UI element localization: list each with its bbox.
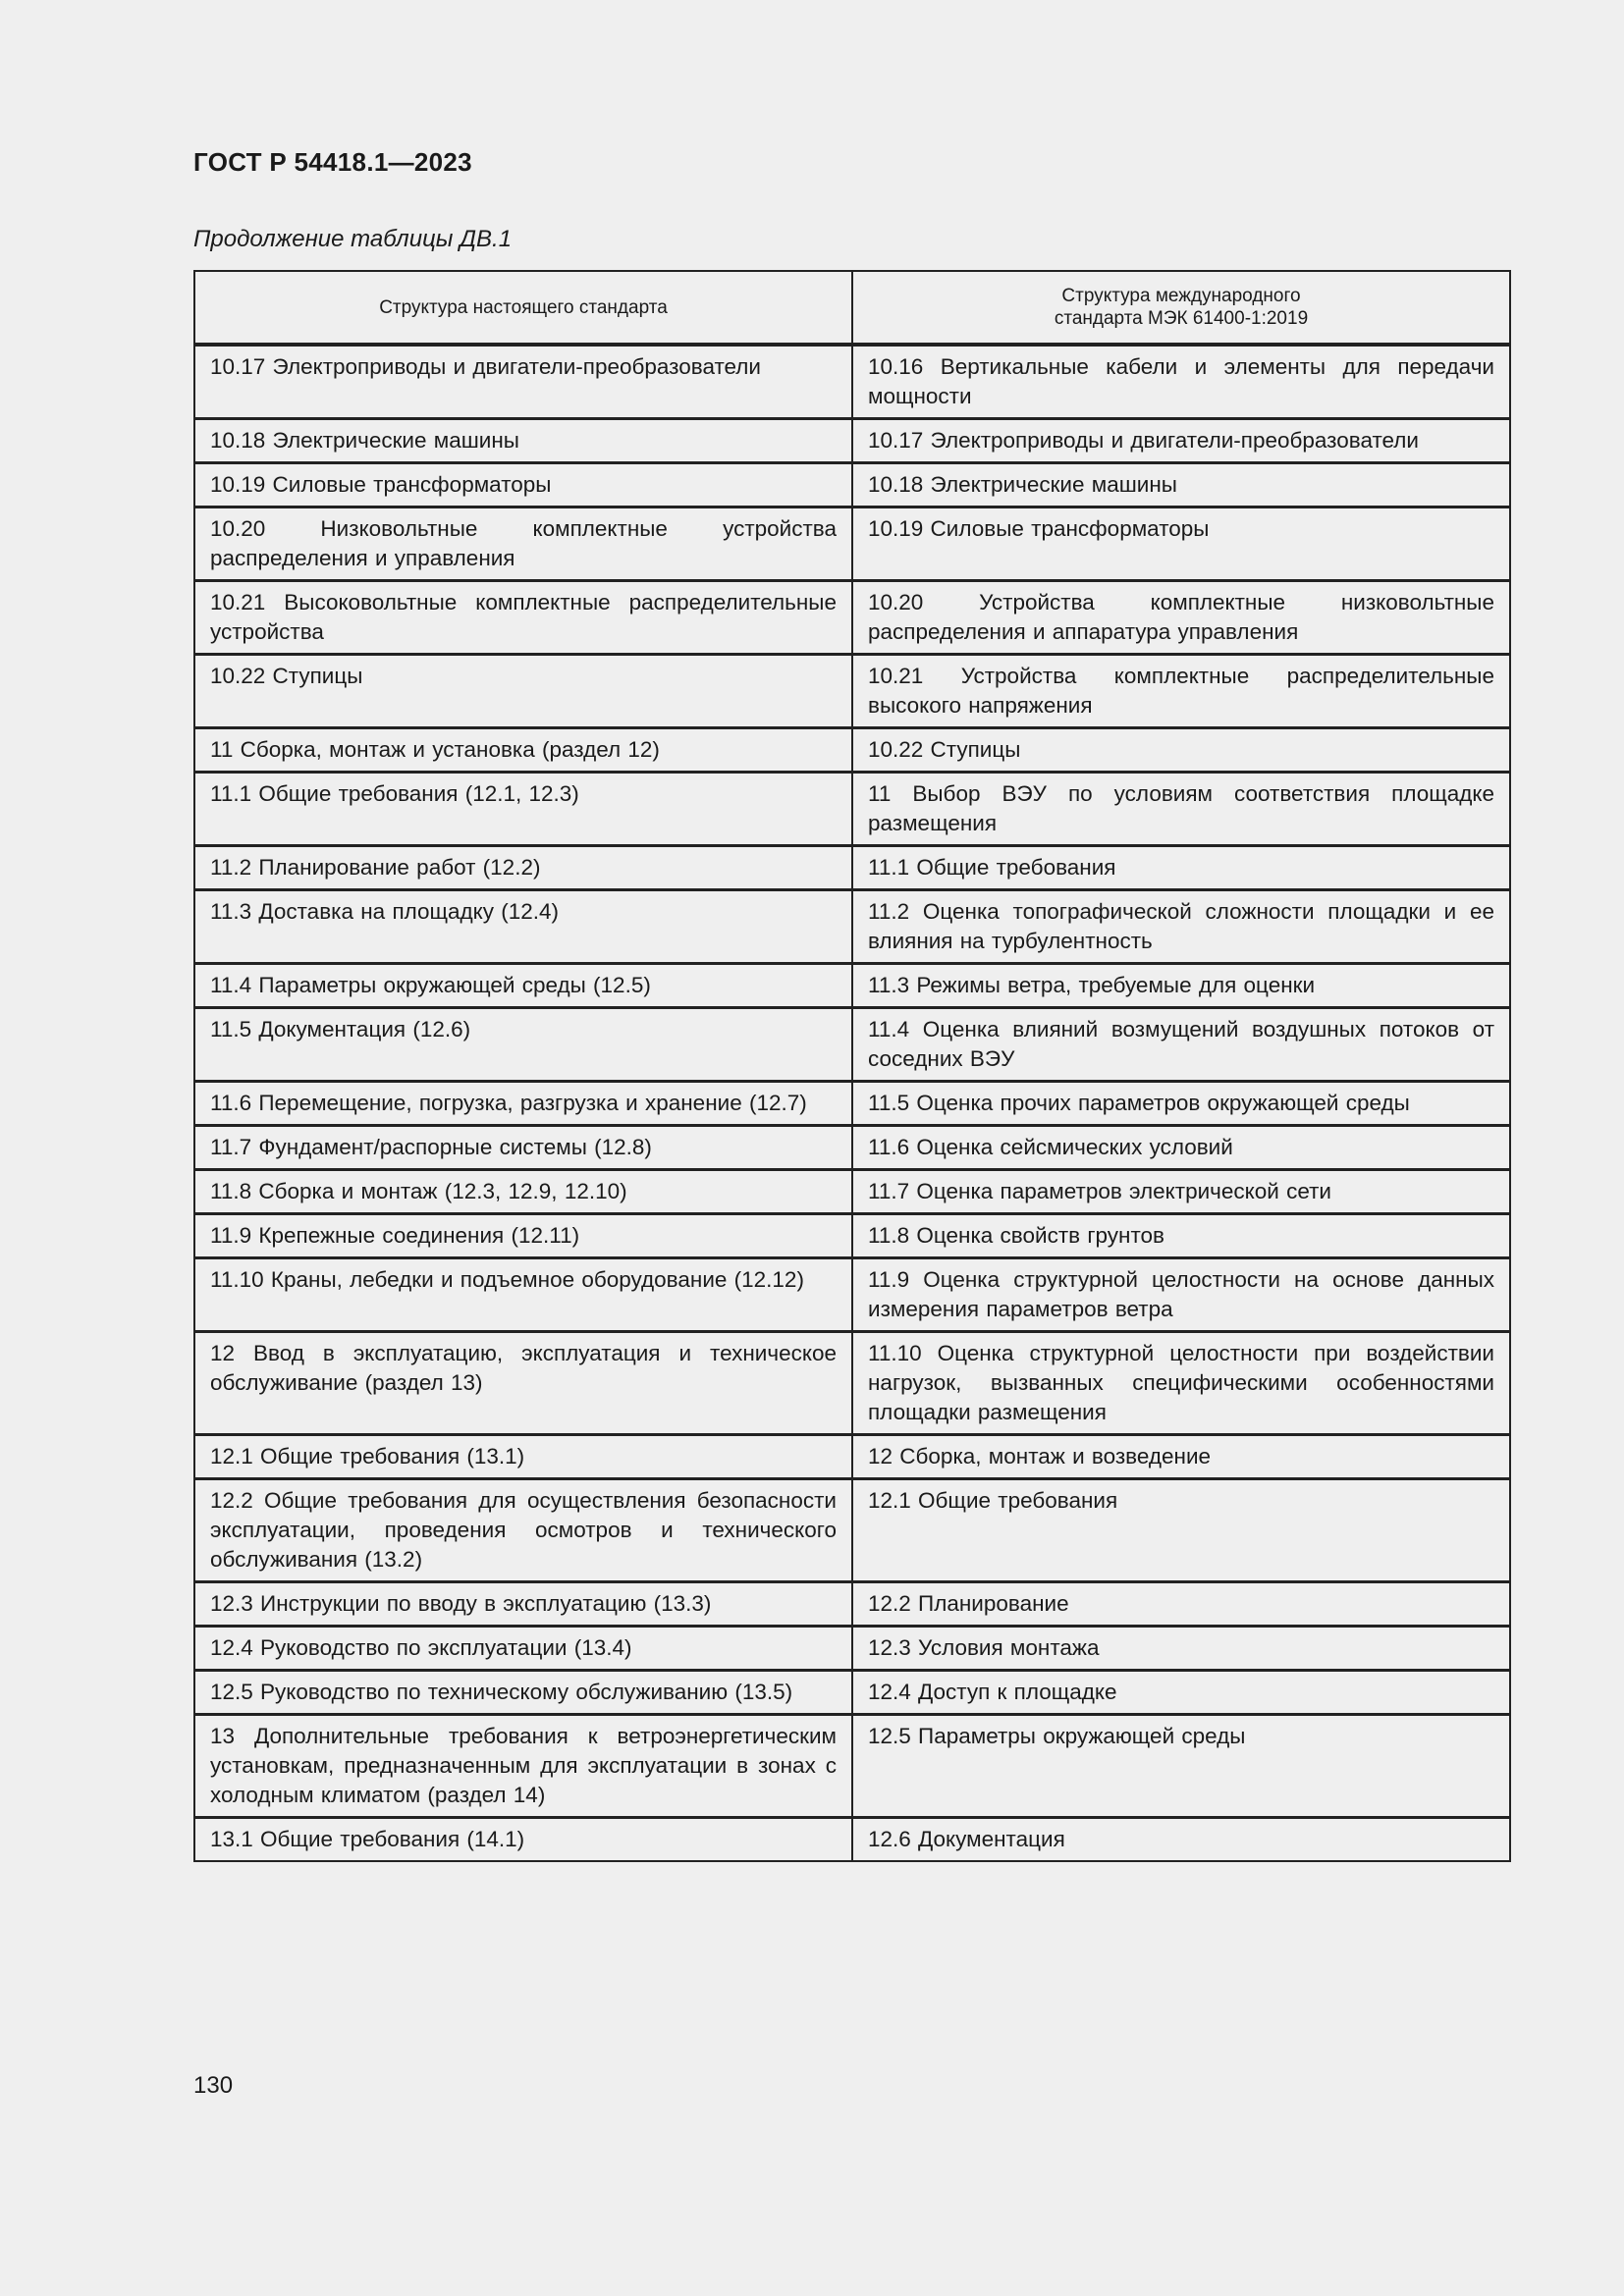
cell-text: 12.3 Условия монтажа bbox=[868, 1635, 1100, 1660]
table-row bbox=[194, 655, 1510, 728]
table-body bbox=[194, 345, 1510, 1861]
cell-text: 13 Дополнительные требования к ветроэнергетическим установкам, предназначенным для эксплуатации в зонах с холодным климатом (раздел 14) bbox=[210, 1724, 837, 1807]
table-row bbox=[194, 1008, 1510, 1082]
cell-text: 12.1 Общие требования (13.1) bbox=[210, 1444, 525, 1468]
cell-current-standard bbox=[194, 1214, 852, 1258]
cell-current-standard bbox=[194, 1332, 852, 1435]
table-row bbox=[194, 728, 1510, 773]
cell-text: 11.9 Оценка структурной целостности на основе данных измерения параметров ветра bbox=[868, 1267, 1494, 1321]
cell-current-standard bbox=[194, 1126, 852, 1170]
table-row bbox=[194, 964, 1510, 1008]
column-header-current-standard: Структура настоящего стандарта bbox=[194, 271, 852, 345]
document-header: ГОСТ Р 54418.1—2023 bbox=[193, 147, 472, 177]
cell-international-standard bbox=[852, 846, 1510, 890]
cell-international-standard bbox=[852, 463, 1510, 507]
table-row bbox=[194, 1818, 1510, 1862]
cell-text: 11.4 Оценка влияний возмущений воздушных потоков от соседних ВЭУ bbox=[868, 1017, 1494, 1071]
cell-current-standard bbox=[194, 964, 852, 1008]
cell-international-standard bbox=[852, 1582, 1510, 1627]
cell-text: 12.5 Руководство по техническому обслуживанию (13.5) bbox=[210, 1680, 793, 1704]
cell-text: 11.8 Оценка свойств грунтов bbox=[868, 1223, 1165, 1248]
cell-international-standard bbox=[852, 1671, 1510, 1715]
cell-international-standard bbox=[852, 1627, 1510, 1671]
table-row bbox=[194, 1332, 1510, 1435]
table-row bbox=[194, 1435, 1510, 1479]
cell-international-standard bbox=[852, 1082, 1510, 1126]
cell-current-standard bbox=[194, 419, 852, 463]
cell-current-standard bbox=[194, 1082, 852, 1126]
table-row bbox=[194, 1627, 1510, 1671]
cell-text: 11.4 Параметры окружающей среды (12.5) bbox=[210, 973, 651, 997]
cell-text: 11.1 Общие требования (12.1, 12.3) bbox=[210, 781, 579, 806]
cell-text: 10.17 Электроприводы и двигатели-преобразователи bbox=[210, 354, 761, 379]
cell-text: 10.19 Силовые трансформаторы bbox=[868, 516, 1210, 541]
cell-current-standard bbox=[194, 1818, 852, 1862]
cell-current-standard bbox=[194, 890, 852, 964]
cell-current-standard bbox=[194, 1008, 852, 1082]
correspondence-table bbox=[193, 270, 1511, 1862]
cell-international-standard bbox=[852, 655, 1510, 728]
cell-international-standard bbox=[852, 1126, 1510, 1170]
cell-international-standard bbox=[852, 1008, 1510, 1082]
cell-international-standard bbox=[852, 581, 1510, 655]
cell-text: 10.17 Электроприводы и двигатели-преобразователи bbox=[868, 428, 1419, 453]
cell-text: 11.3 Доставка на площадку (12.4) bbox=[210, 899, 560, 924]
cell-international-standard bbox=[852, 1332, 1510, 1435]
table-header-row bbox=[194, 271, 1510, 345]
table-row bbox=[194, 846, 1510, 890]
table-row bbox=[194, 507, 1510, 581]
table-row bbox=[194, 1671, 1510, 1715]
cell-text: 12.6 Документация bbox=[868, 1827, 1065, 1851]
cell-current-standard bbox=[194, 773, 852, 846]
cell-current-standard bbox=[194, 1671, 852, 1715]
cell-text: 11.2 Планирование работ (12.2) bbox=[210, 855, 541, 880]
table-row bbox=[194, 1082, 1510, 1126]
cell-text: 11.9 Крепежные соединения (12.11) bbox=[210, 1223, 580, 1248]
cell-current-standard bbox=[194, 581, 852, 655]
cell-text: 11.5 Документация (12.6) bbox=[210, 1017, 471, 1041]
cell-text: 11 Выбор ВЭУ по условиям соответствия площадке размещения bbox=[868, 781, 1494, 835]
cell-text: 10.18 Электрические машины bbox=[868, 472, 1177, 497]
table-row bbox=[194, 1258, 1510, 1332]
page-number: 130 bbox=[193, 2072, 234, 2099]
table-row bbox=[194, 1715, 1510, 1818]
cell-current-standard bbox=[194, 1435, 852, 1479]
table-row bbox=[194, 1214, 1510, 1258]
cell-international-standard bbox=[852, 1435, 1510, 1479]
cell-current-standard bbox=[194, 1582, 852, 1627]
cell-text: 12.5 Параметры окружающей среды bbox=[868, 1724, 1246, 1748]
cell-current-standard bbox=[194, 728, 852, 773]
cell-international-standard bbox=[852, 773, 1510, 846]
cell-text: 12.2 Планирование bbox=[868, 1591, 1069, 1616]
cell-text: 10.19 Силовые трансформаторы bbox=[210, 472, 552, 497]
cell-text: 12 Сборка, монтаж и возведение bbox=[868, 1444, 1212, 1468]
cell-text: 11 Сборка, монтаж и установка (раздел 12) bbox=[210, 737, 660, 762]
cell-text: 12.4 Доступ к площадке bbox=[868, 1680, 1117, 1704]
cell-current-standard bbox=[194, 1627, 852, 1671]
table-row bbox=[194, 419, 1510, 463]
cell-current-standard bbox=[194, 345, 852, 419]
cell-text: 11.6 Оценка сейсмических условий bbox=[868, 1135, 1233, 1159]
cell-current-standard bbox=[194, 655, 852, 728]
cell-international-standard bbox=[852, 1479, 1510, 1582]
cell-text: 10.16 Вертикальные кабели и элементы для передачи мощности bbox=[868, 354, 1494, 408]
table-row bbox=[194, 345, 1510, 419]
cell-text: 10.21 Устройства комплектные распределительные высокого напряжения bbox=[868, 664, 1494, 718]
cell-current-standard bbox=[194, 846, 852, 890]
cell-text: 11.2 Оценка топографической сложности площадки и ее влияния на турбулентность bbox=[868, 899, 1494, 953]
table-row bbox=[194, 1126, 1510, 1170]
cell-text: 10.21 Высоковольтные комплектные распределительные устройства bbox=[210, 590, 837, 644]
cell-text: 10.20 Устройства комплектные низковольтные распределения и аппаратура управления bbox=[868, 590, 1494, 644]
cell-international-standard bbox=[852, 1214, 1510, 1258]
cell-text: 12.2 Общие требования для осуществления безопасности эксплуатации, проведения осмотров и технического обслуживания (13.2) bbox=[210, 1488, 837, 1572]
cell-text: 12 Ввод в эксплуатацию, эксплуатация и техническое обслуживание (раздел 13) bbox=[210, 1341, 837, 1395]
cell-current-standard bbox=[194, 1170, 852, 1214]
cell-international-standard bbox=[852, 1715, 1510, 1818]
cell-text: 11.3 Режимы ветра, требуемые для оценки bbox=[868, 973, 1316, 997]
table-row bbox=[194, 890, 1510, 964]
cell-international-standard bbox=[852, 419, 1510, 463]
table-row bbox=[194, 1170, 1510, 1214]
cell-text: 10.22 Ступицы bbox=[868, 737, 1021, 762]
column-header-international-standard bbox=[852, 271, 1510, 345]
cell-current-standard bbox=[194, 1479, 852, 1582]
cell-international-standard bbox=[852, 1170, 1510, 1214]
cell-international-standard bbox=[852, 728, 1510, 773]
cell-text: 12.3 Инструкции по вводу в эксплуатацию (13.3) bbox=[210, 1591, 712, 1616]
cell-text: 11.1 Общие требования bbox=[868, 855, 1116, 880]
cell-international-standard bbox=[852, 964, 1510, 1008]
cell-international-standard bbox=[852, 507, 1510, 581]
table-row bbox=[194, 1582, 1510, 1627]
cell-international-standard bbox=[852, 345, 1510, 419]
table-row bbox=[194, 1479, 1510, 1582]
cell-text: 11.8 Сборка и монтаж (12.3, 12.9, 12.10) bbox=[210, 1179, 627, 1203]
cell-text: 12.1 Общие требования bbox=[868, 1488, 1118, 1513]
table-row bbox=[194, 773, 1510, 846]
cell-text: 11.10 Краны, лебедки и подъемное оборудование (12.12) bbox=[210, 1267, 804, 1292]
cell-text: 11.7 Фундамент/распорные системы (12.8) bbox=[210, 1135, 652, 1159]
cell-current-standard bbox=[194, 1258, 852, 1332]
table-row bbox=[194, 581, 1510, 655]
cell-text: 12.4 Руководство по эксплуатации (13.4) bbox=[210, 1635, 632, 1660]
cell-international-standard bbox=[852, 1818, 1510, 1862]
cell-text: 11.5 Оценка прочих параметров окружающей среды bbox=[868, 1091, 1410, 1115]
cell-current-standard bbox=[194, 463, 852, 507]
cell-text: 13.1 Общие требования (14.1) bbox=[210, 1827, 525, 1851]
cell-text: 10.18 Электрические машины bbox=[210, 428, 519, 453]
cell-current-standard bbox=[194, 507, 852, 581]
cell-international-standard bbox=[852, 1258, 1510, 1332]
cell-current-standard bbox=[194, 1715, 852, 1818]
cell-text: 11.10 Оценка структурной целостности при воздействии нагрузок, вызванных специфическими особенностями площадки размещения bbox=[868, 1341, 1494, 1424]
cell-international-standard bbox=[852, 890, 1510, 964]
cell-text: 11.6 Перемещение, погрузка, разгрузка и хранение (12.7) bbox=[210, 1091, 807, 1115]
column-header-international-text: Структура международного стандарта МЭК 61400-1:2019 bbox=[1054, 286, 1309, 329]
cell-text: 11.7 Оценка параметров электрической сети bbox=[868, 1179, 1331, 1203]
table-row bbox=[194, 463, 1510, 507]
cell-text: 10.20 Низковольтные комплектные устройства распределения и управления bbox=[210, 516, 837, 570]
table-caption: Продолжение таблицы ДВ.1 bbox=[193, 226, 513, 252]
cell-text: 10.22 Ступицы bbox=[210, 664, 363, 688]
